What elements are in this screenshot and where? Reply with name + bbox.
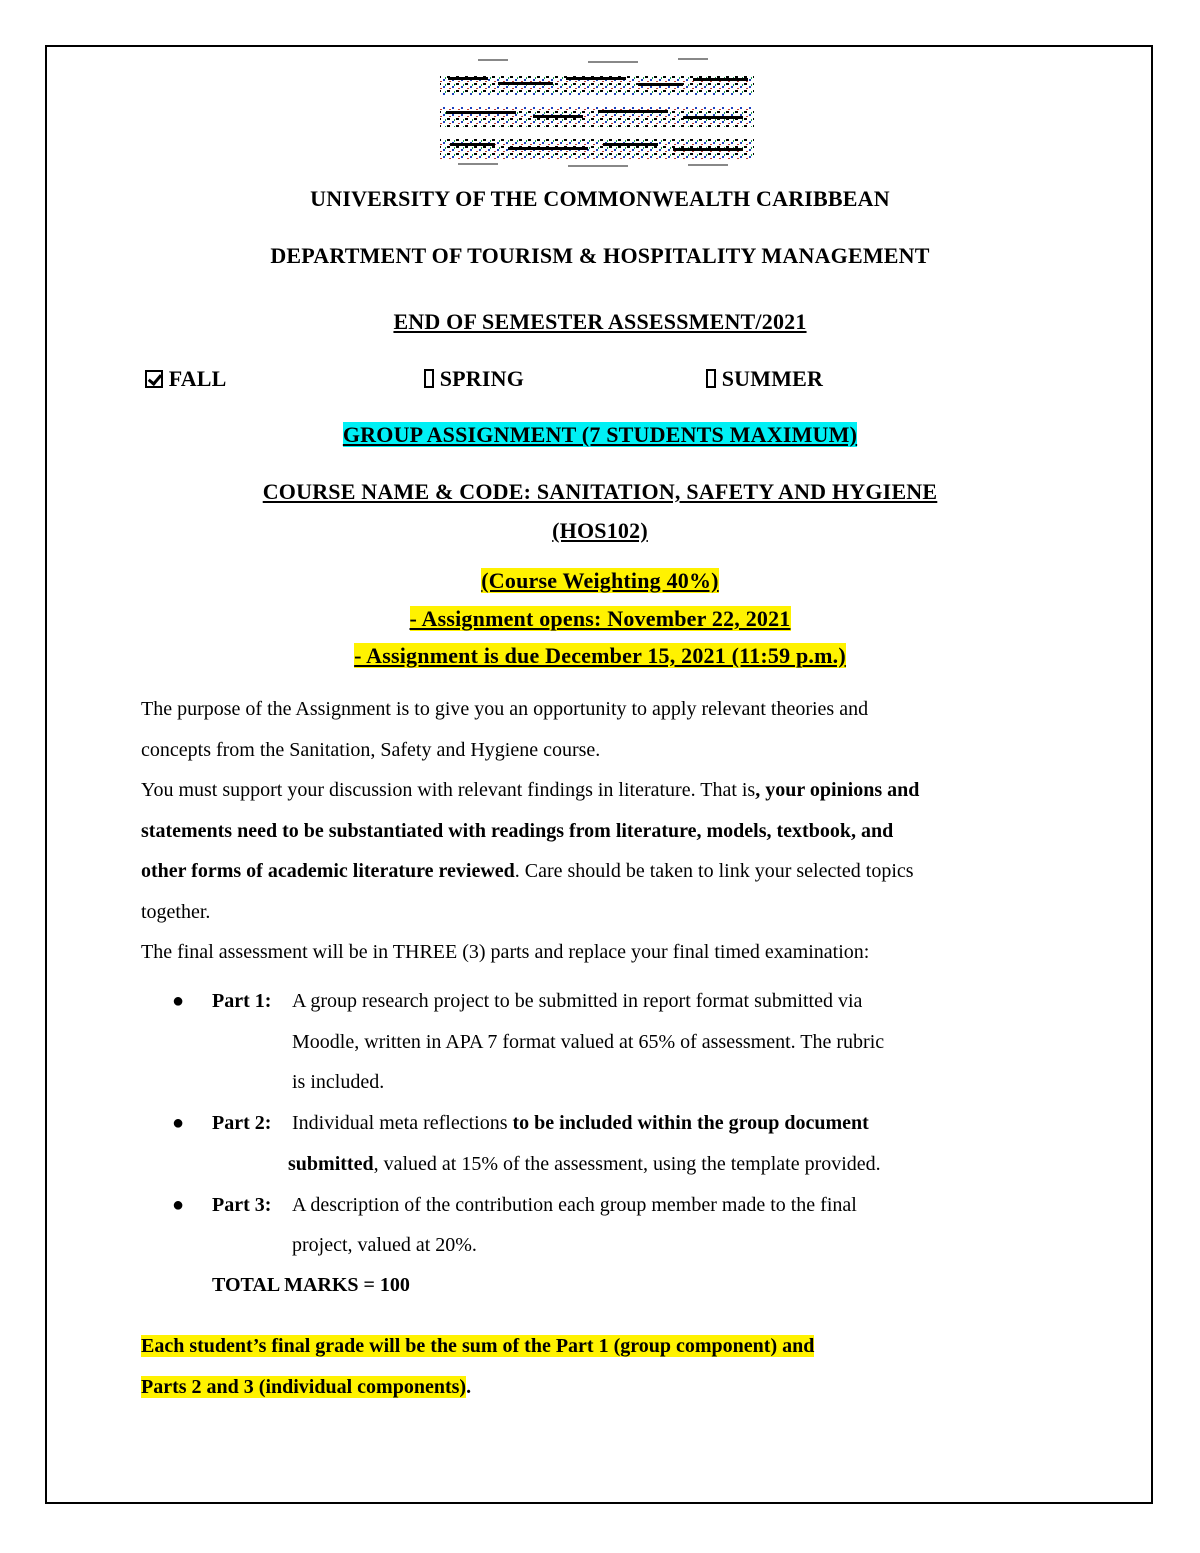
intro-line: The purpose of the Assignment is to give you an opportunity to apply relevant theories and — [141, 698, 869, 720]
support-line: together. — [141, 900, 211, 923]
empty-box-icon — [424, 369, 434, 388]
department-name: DEPARTMENT OF TOURISM & HOSPITALITY MANAGEMENT — [270, 243, 930, 268]
support-line: You must support your discussion with relevant findings in literature. That is, your opinions and — [141, 779, 920, 801]
part3-line: A description of the contribution each group member made to the final — [292, 1194, 857, 1216]
semester-option-summer — [706, 366, 823, 392]
empty-box-icon — [706, 369, 716, 388]
bullet-icon: ● — [172, 1194, 185, 1216]
assignment-opens-text: - Assignment opens: November 22, 2021 — [409, 606, 791, 631]
group-assignment-text: GROUP ASSIGNMENT (7 STUDENTS MAXIMUM) — [342, 422, 858, 447]
course-code: (HOS102) — [552, 518, 648, 543]
assignment-due — [0, 643, 1200, 669]
semester-label: SUMMER — [721, 366, 824, 391]
part1-line: A group research project to be submitted in report format submitted via — [292, 990, 863, 1012]
part-label: Part 2: — [212, 1112, 272, 1134]
university-name: UNIVERSITY OF THE COMMONWEALTH CARIBBEAN — [310, 186, 890, 211]
intro-paragraph — [141, 689, 1071, 973]
semester-option-fall — [145, 366, 227, 392]
bullet-icon: ● — [172, 1112, 185, 1134]
closing-line: Each student’s final grade will be the sum of the Part 1 (group component) and — [141, 1335, 815, 1357]
support-line: other forms of academic literature reviewed. Care should be taken to link your selected topics — [141, 860, 914, 882]
intro-line: concepts from the Sanitation, Safety and Hygiene course. — [141, 738, 601, 761]
course-name-line1: COURSE NAME & CODE: SANITATION, SAFETY AND HYGIENE — [262, 479, 938, 504]
semester-label: FALL — [168, 366, 227, 391]
university-logo — [438, 55, 756, 170]
part1-line: is included. — [292, 1071, 385, 1093]
final-assessment-line: The final assessment will be in THREE (3) parts and replace your final timed examination: — [141, 941, 870, 963]
part-label: Part 3: — [212, 1194, 272, 1216]
total-marks: TOTAL MARKS = 100 — [212, 1274, 410, 1296]
closing-line: Parts 2 and 3 (individual components). — [141, 1376, 472, 1398]
group-assignment-heading — [0, 422, 1200, 448]
course-weighting-text: (Course Weighting 40%) — [481, 568, 719, 593]
semester-label: SPRING — [439, 366, 525, 391]
assignment-due-text: - Assignment is due December 15, 2021 (11:59 p.m.) — [354, 643, 846, 668]
part-label: Part 1: — [212, 990, 272, 1012]
part2-line: Individual meta reflections to be included within the group document — [292, 1112, 869, 1134]
support-line: statements need to be substantiated with readings from literature, models, textbook, and — [141, 819, 894, 842]
part3-line: project, valued at 20%. — [292, 1234, 477, 1256]
part2-line: submitted, valued at 15% of the assessment, using the template provided. — [288, 1153, 881, 1175]
semester-option-spring — [424, 366, 524, 392]
course-weighting — [0, 568, 1200, 594]
assessment-title: END OF SEMESTER ASSESSMENT/2021 — [393, 309, 807, 334]
checked-box-icon — [145, 370, 163, 388]
bullet-icon: ● — [172, 990, 185, 1012]
part1-line: Moodle, written in APA 7 format valued at 65% of assessment. The rubric — [292, 1031, 885, 1053]
assignment-opens — [0, 606, 1200, 632]
